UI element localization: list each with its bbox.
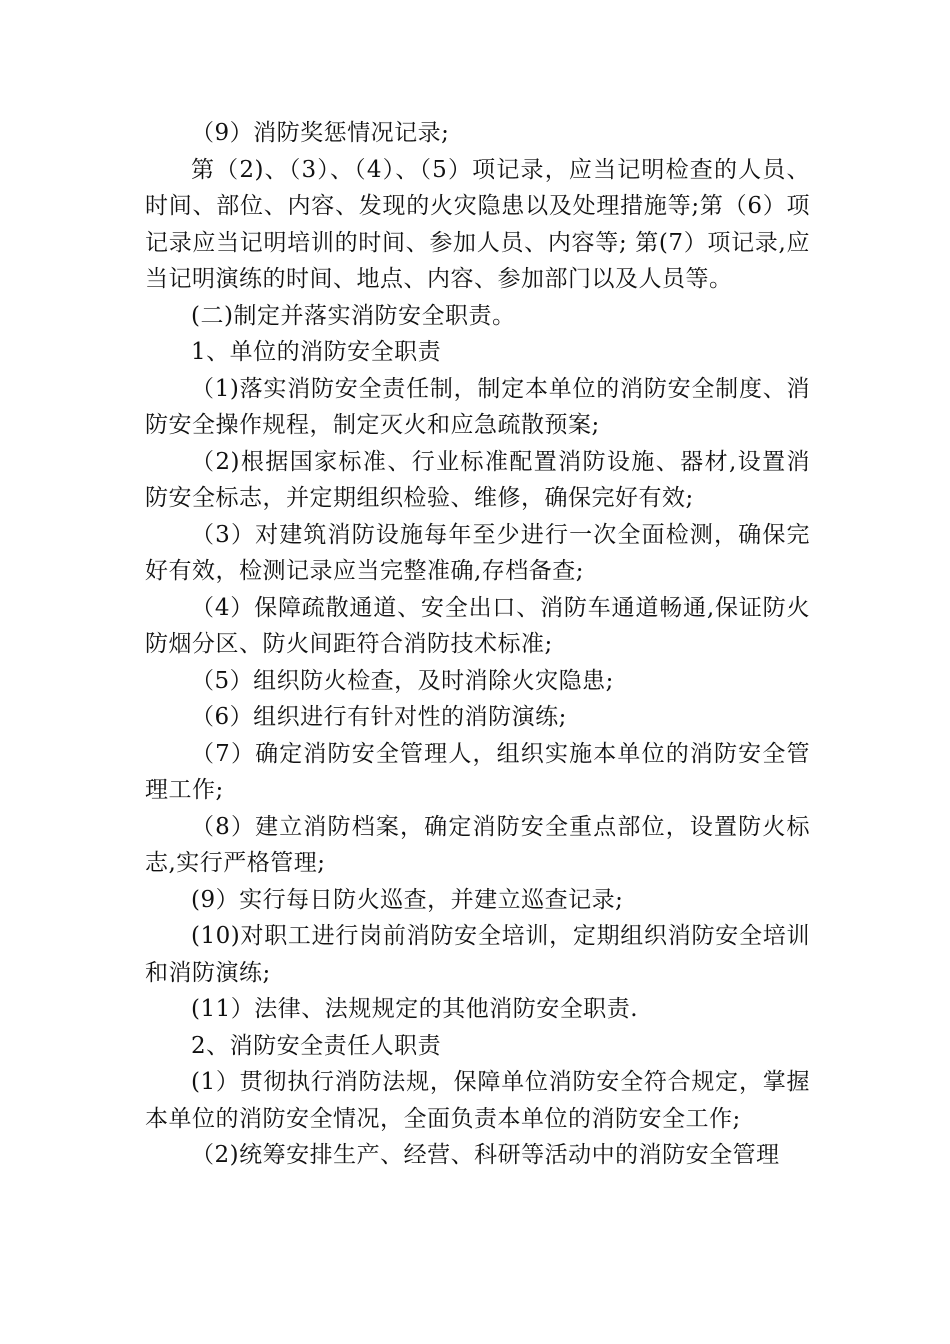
list-item-person-duty-1: (1）贯彻执行消防法规，保障单位消防安全符合规定，掌握本单位的消防安全情况，全面负责本单位的消防安全工作; xyxy=(145,1069,810,1132)
list-item-unit-duty-6: （6）组织进行有针对性的消防演练; xyxy=(191,704,567,730)
section-heading-duties: (二)制定并落实消防安全职责。 xyxy=(191,302,516,329)
list-item-unit-duty-7: （7）确定消防安全管理人，组织实施本单位的消防安全管理工作; xyxy=(145,740,810,803)
list-item-unit-duty-4: （4）保障疏散通道、安全出口、消防车通道畅通,保证防火防烟分区、防火间距符合消防技术标准; xyxy=(145,594,810,657)
subheading-unit-duties: 1、单位的消防安全职责 xyxy=(191,339,442,365)
list-item-unit-duty-8: （8）建立消防档案，确定消防安全重点部位，设置防火标志,实行严格管理; xyxy=(145,813,810,876)
list-item-unit-duty-3: （3）对建筑消防设施每年至少进行一次全面检测，确保完好有效，检测记录应当完整准确,存档备查; xyxy=(145,521,810,584)
list-item-person-duty-2: （2)统筹安排生产、经营、科研等活动中的消防安全管理 xyxy=(191,1142,780,1168)
subheading-responsible-person-duties: 2、消防安全责任人职责 xyxy=(191,1032,442,1059)
paragraph-record-9: （9）消防奖惩情况记录; xyxy=(191,120,450,146)
list-item-unit-duty-1: （1)落实消防安全责任制，制定本单位的消防安全制度、消防安全操作规程，制定灭火和应急疏散预案; xyxy=(145,375,810,438)
list-item-unit-duty-2: （2)根据国家标准、行业标准配置消防设施、器材,设置消防安全标志，并定期组织检验、维修，确保完好有效; xyxy=(145,448,810,511)
paragraph-record-requirements: 第（2)、（3）、（4）、（5）项记录，应当记明检查的人员、时间、部位、内容、发现的火灾隐患以及处理措施等;第（6）项记录应当记明培训的时间、参加人员、内容等; 第(7）项记录,应当记明演练的时间、地点、内容、参加部门以及人员等。 xyxy=(145,156,810,292)
list-item-unit-duty-5: （5）组织防火检查，及时消除火灾隐患; xyxy=(191,667,614,694)
document-body xyxy=(145,115,810,1174)
list-item-unit-duty-11: (11）法律、法规规定的其他消防安全职责. xyxy=(191,996,639,1022)
list-item-unit-duty-9: (9）实行每日防火巡查，并建立巡查记录; xyxy=(191,886,624,913)
list-item-unit-duty-10: (10)对职工进行岗前消防安全培训，定期组织消防安全培训和消防演练; xyxy=(145,923,810,986)
